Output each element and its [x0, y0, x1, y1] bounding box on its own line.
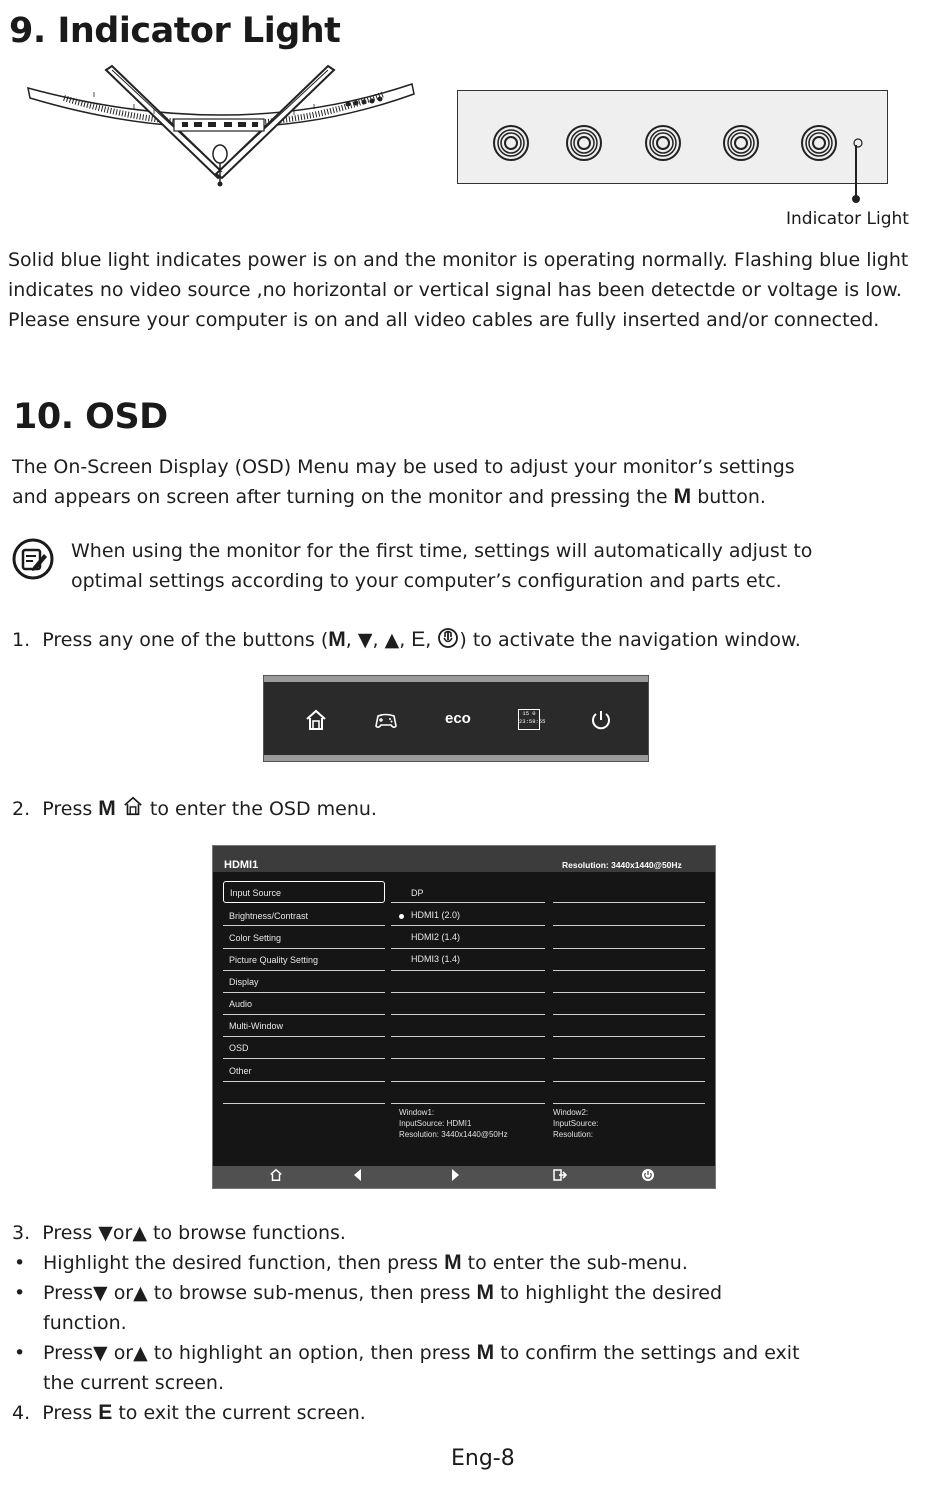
- indicator-callout-line: [855, 145, 857, 198]
- step-1: 1. Press any one of the buttons (M, ▼, ▲, E, ) to activate the navigation window.: [12, 628, 801, 651]
- menu-item-display[interactable]: Display: [229, 977, 259, 987]
- timer-icon[interactable]: 15 0 23:59:55: [518, 709, 540, 730]
- submenu-divider: [391, 1103, 545, 1104]
- option-divider: [553, 1058, 705, 1059]
- page-number: Eng-8: [451, 1446, 515, 1471]
- power-icon[interactable]: [589, 708, 613, 732]
- bullet-3-continuation: the current screen.: [43, 1372, 225, 1394]
- bullet-glyph: •: [14, 1282, 26, 1304]
- eco-icon[interactable]: eco: [445, 710, 471, 727]
- osd-intro-line-2: and appears on screen after turning on the monitor and pressing the M button.: [12, 485, 766, 508]
- submenu-divider: [391, 1036, 545, 1037]
- menu-item-brightness-contrast[interactable]: Brightness/Contrast: [229, 911, 309, 921]
- section-10-title: 10. OSD: [13, 397, 168, 437]
- right-arrow-icon[interactable]: [448, 1168, 462, 1182]
- power-touch-icon: [437, 627, 459, 649]
- osd-footer: [213, 1166, 715, 1188]
- submenu-item-hdmi3[interactable]: HDMI3 (1.4): [411, 954, 461, 964]
- menu-item-audio[interactable]: Audio: [229, 999, 253, 1009]
- submenu-divider: [391, 902, 545, 903]
- step-4: 4. Press E to exit the current screen.: [12, 1401, 366, 1424]
- indicator-callout-dot: [852, 195, 860, 203]
- note-icon: [11, 537, 55, 581]
- home-icon: [122, 795, 144, 817]
- submenu-item-hdmi2[interactable]: HDMI2 (1.4): [411, 932, 461, 942]
- note-line-2: optimal settings according to your computer’s configuration and parts etc.: [71, 570, 782, 592]
- option-divider: [553, 1103, 705, 1104]
- left-arrow-icon[interactable]: [351, 1168, 365, 1182]
- option-divider: [553, 992, 705, 993]
- submenu-divider: [391, 970, 545, 971]
- osd-resolution: Resolution: 3440x1440@50Hz: [562, 860, 682, 870]
- menu-item-osd[interactable]: OSD: [229, 1043, 249, 1053]
- menu-item-color-setting[interactable]: Color Setting: [229, 933, 282, 943]
- up-arrow-icon: ▲: [132, 1222, 147, 1244]
- option-divider: [553, 1081, 705, 1082]
- option-divider: [553, 1014, 705, 1015]
- down-arrow-icon: ▼: [357, 629, 373, 651]
- option-divider: [553, 970, 705, 971]
- option-divider: [553, 902, 705, 903]
- submenu-divider: [391, 1081, 545, 1082]
- bullet-3: Press▼ or▲ to highlight an option, then press M to confirm the settings and exit: [43, 1341, 800, 1364]
- menu-item-picture-quality[interactable]: Picture Quality Setting: [229, 955, 319, 965]
- section-9-title: 9. Indicator Light: [9, 11, 341, 51]
- up-arrow-icon: ▲: [133, 1282, 148, 1304]
- bullet-1: Highlight the desired function, then press M to enter the sub-menu.: [43, 1251, 688, 1274]
- option-divider: [553, 925, 705, 926]
- up-arrow-icon: ▲: [384, 629, 400, 651]
- submenu-item-hdmi1[interactable]: HDMI1 (2.0): [411, 910, 461, 920]
- menu-divider: [223, 1103, 385, 1104]
- down-arrow-icon: ▼: [93, 1342, 108, 1364]
- menu-item-multi-window[interactable]: Multi-Window: [229, 1021, 284, 1031]
- indicator-paragraph-line-3: Please ensure your computer is on and all video cables are fully inserted and/or connected.: [8, 309, 880, 331]
- down-arrow-icon: ▼: [98, 1222, 113, 1244]
- navbar-top-edge: [264, 676, 648, 682]
- submenu-divider: [391, 992, 545, 993]
- window2-info: Window2: InputSource: Resolution:: [553, 1108, 599, 1139]
- submenu-divider: [391, 925, 545, 926]
- home-icon[interactable]: [269, 1168, 283, 1182]
- bullet-glyph: •: [14, 1252, 26, 1274]
- menu-item-other[interactable]: Other: [229, 1066, 252, 1076]
- submenu-item-dp[interactable]: DP: [411, 888, 424, 898]
- indicator-paragraph-line-2: indicates no video source ,no horizontal or vertical signal has been detectde or voltage is low.: [8, 279, 902, 301]
- note-line-1: When using the monitor for the first time, settings will automatically adjust to: [71, 540, 813, 562]
- osd-source-title: HDMI1: [224, 859, 259, 871]
- monitor-top-view-illustration: [24, 64, 444, 188]
- option-divider: [553, 948, 705, 949]
- down-arrow-icon: ▼: [93, 1282, 108, 1304]
- submenu-divider: [391, 948, 545, 949]
- exit-icon[interactable]: [553, 1168, 567, 1182]
- option-divider: [553, 1036, 705, 1037]
- bullet-2: Press▼ or▲ to browse sub-menus, then press M to highlight the desired: [43, 1281, 723, 1304]
- up-arrow-icon: ▲: [133, 1342, 148, 1364]
- bullet-glyph: •: [14, 1342, 26, 1364]
- gamepad-icon[interactable]: [374, 708, 398, 732]
- submenu-divider: [391, 1014, 545, 1015]
- window1-info: Window1: InputSource: HDMI1 Resolution: 3440x1440@50Hz: [399, 1108, 508, 1139]
- indicator-paragraph-line-1: Solid blue light indicates power is on and the monitor is operating normally. Flashing blue light: [8, 249, 909, 271]
- home-icon[interactable]: [304, 708, 328, 732]
- submenu-divider: [391, 1058, 545, 1059]
- osd-navigation-window: [263, 675, 649, 762]
- m-key-label: M: [673, 485, 692, 508]
- power-icon[interactable]: [641, 1168, 655, 1182]
- osd-intro-line-1: The On-Screen Display (OSD) Menu may be used to adjust your monitor’s settings: [12, 456, 795, 478]
- step-2: 2. Press M to enter the OSD menu.: [12, 797, 377, 820]
- selected-dot-icon: [399, 914, 404, 919]
- menu-item-input-source[interactable]: Input Source: [223, 881, 385, 903]
- step-3: 3. Press ▼or▲ to browse functions.: [12, 1222, 346, 1244]
- indicator-light-label: Indicator Light: [786, 209, 909, 229]
- osd-menu: [212, 845, 716, 1189]
- bullet-2-continuation: function.: [43, 1312, 127, 1334]
- button-panel-closeup: [457, 90, 888, 184]
- navbar-bottom-edge: [264, 755, 648, 761]
